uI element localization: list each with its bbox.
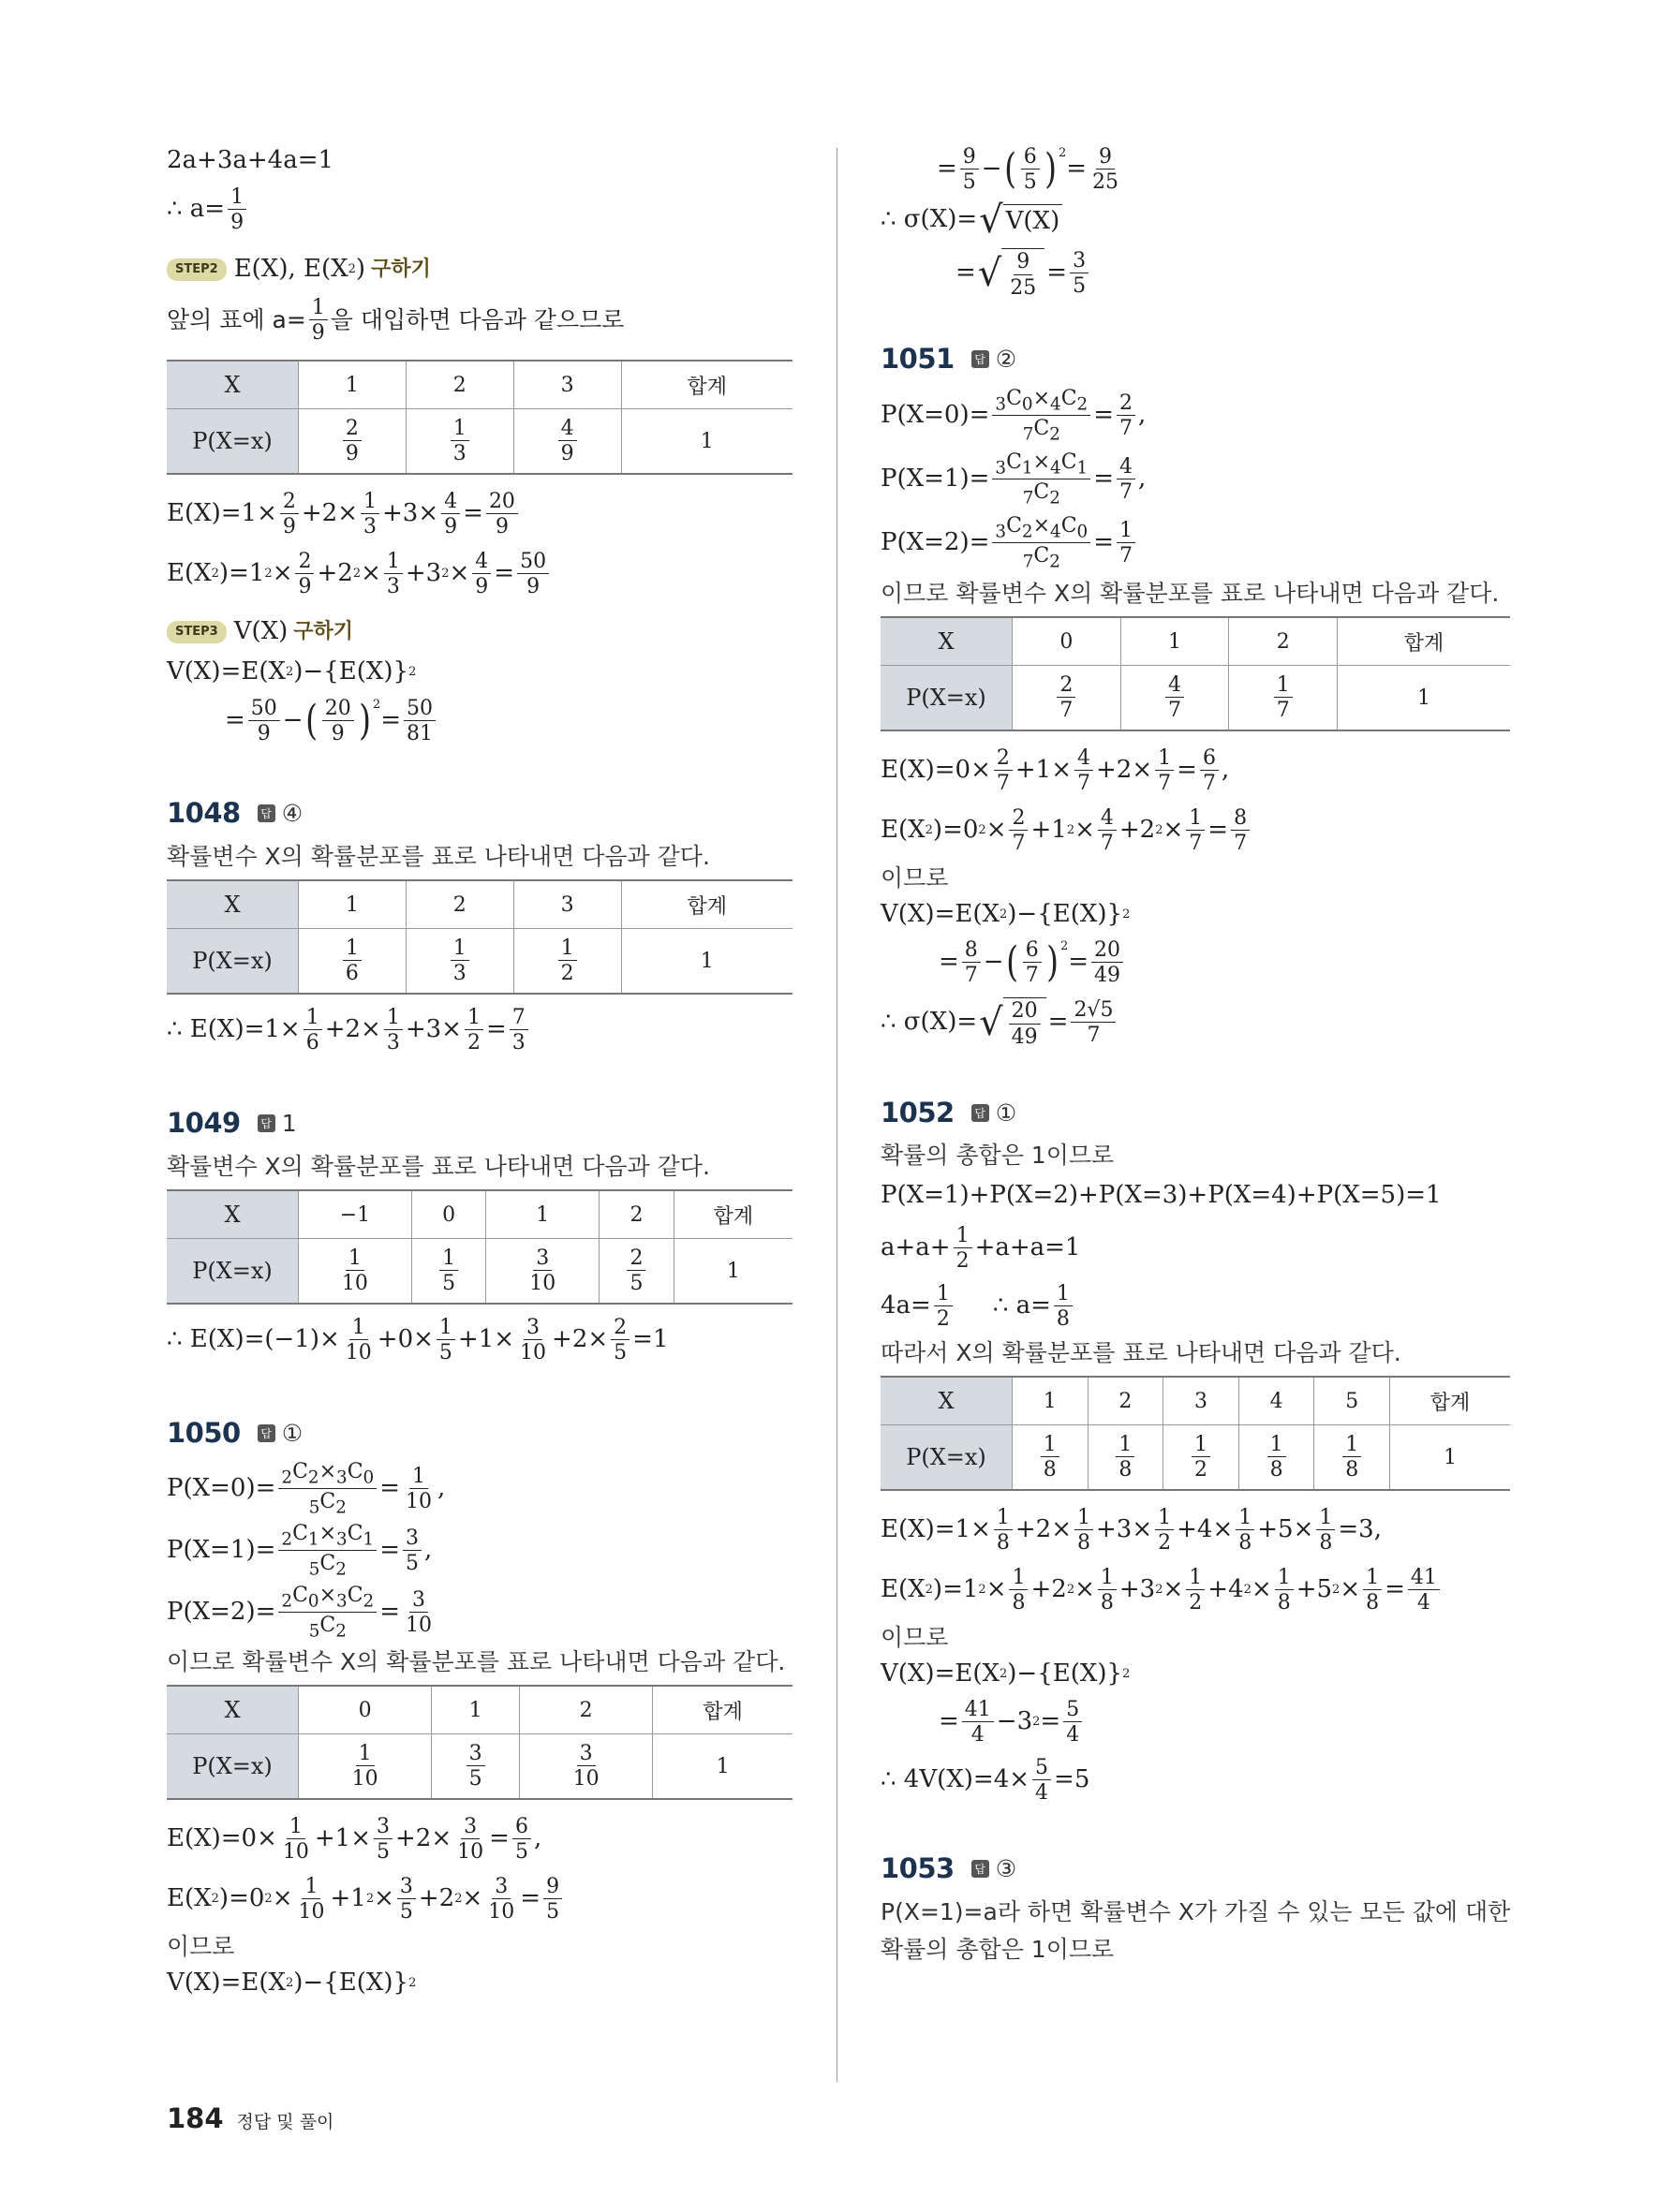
equation-line: P(X=2)= $\frac{_3C_2\times_4C_0}{_7C_2}$ = $\frac{1}{7}$	[881, 511, 1510, 575]
question-1053-header: 1053 답 ③	[881, 1852, 1017, 1884]
left-column	[167, 140, 792, 2002]
question-1048-header: 1048 답 ④	[167, 797, 304, 829]
equation-line: a+a+ $\frac{1}{2}$ +a+a=1	[881, 1223, 1081, 1273]
equation-line: P(X=1)= $\frac{_3C_1\times_4C_1}{_7C_2}$ = $\frac{4}{7}$ ,	[881, 450, 1147, 509]
equation-line: V(X)=E(X 2 )−{E(X)} 2	[167, 657, 417, 686]
text-line: 이므로 확률변수 X의 확률분포를 표로 나타내면 다음과 같다.	[167, 1648, 786, 1675]
text-line: 이므로	[881, 864, 949, 892]
text-line: 확률의 총합은 1이므로	[881, 1936, 1115, 1963]
equation-line: E(X)=1× $\frac{2}{9}$ +2× $\frac{1}{3}$ +3× $\frac{4}{9}$ = $\frac{20}{9}$	[167, 484, 792, 544]
equation-line: P(X=1)= $\frac{_2C_1\times_3C_1}{_5C_2}$ = $\frac{3}{5}$ ,	[167, 1522, 433, 1580]
section-title: 정답 및 풀이	[236, 2112, 334, 2132]
equation-line: ∴ σ(X)= √ V(X)	[881, 199, 1510, 242]
text-line: 확률변수 X의 확률분포를 표로 나타내면 다음과 같다.	[167, 843, 710, 870]
step-badge: STEP2	[167, 258, 227, 281]
question-1052-header: 1052 답 ①	[881, 1097, 1017, 1128]
equation-line: E(X 2 )=0 2 × $\frac{1}{10}$ +1 2 × $\frac{3}{5}$ +2 2 × $\frac{3}{10}$ = $\frac{9}{5}$	[167, 1869, 792, 1929]
equation-line: E(X)=1× $\frac{1}{8}$ +2× $\frac{1}{8}$ +3× $\frac{1}{2}$ +4× $\frac{1}{8}$ +5× $\frac{1}{8}$ =3,	[881, 1505, 1382, 1555]
question-1051-header: 1051 답 ②	[881, 343, 1017, 375]
equation-line: = √ $\frac{9}{25}$ = $\frac{3}{5}$	[881, 242, 1510, 305]
equation-line: P(X=1)+P(X=2)+P(X=3)+P(X=4)+P(X=5)=1	[881, 1181, 1442, 1210]
equation-line: P(X=0)= $\frac{_2C_2\times_3C_0}{_5C_2}$ = $\frac{1}{10}$ ,	[167, 1460, 446, 1518]
distribution-table: X 1 2 3 합계 P(X=x) $\frac{1}{6}$ $\frac{1}{3}$ $\frac{1}{2}$ 1	[167, 879, 792, 995]
equation-line: ∴ E(X)=1× $\frac{1}{6}$ +2× $\frac{1}{3}$ +3× $\frac{1}{2}$ = $\frac{7}{3}$	[167, 1000, 792, 1060]
equation-line: ∴ σ(X)= √ $\frac{20}{49}$ = $\frac{2√5}{7}$	[881, 992, 1510, 1054]
page-number: 184	[167, 2102, 224, 2134]
equation-line: P(X=0)= $\frac{_3C_0\times_4C_2}{_7C_2}$ = $\frac{2}{7}$ ,	[881, 387, 1147, 445]
text-line: 확률의 총합은 1이므로	[881, 1142, 1115, 1169]
answer-icon: 답	[971, 1860, 989, 1878]
equation-line: E(X)=0× $\frac{1}{10}$ +1× $\frac{3}{5}$ +2× $\frac{3}{10}$ = $\frac{6}{5}$ ,	[167, 1814, 542, 1864]
equation-line: E(X)=0× $\frac{2}{7}$ +1× $\frac{4}{7}$ +2× $\frac{1}{7}$ = $\frac{6}{7}$ ,	[881, 745, 1230, 795]
step2-heading: STEP2 E(X), E(X 2 ) 구하기	[167, 245, 792, 294]
equation-line: ∴ 4V(X)=4× $\frac{5}{4}$ =5	[881, 1755, 1090, 1805]
answer-icon: 답	[258, 804, 275, 822]
text-line: 이므로 확률변수 X의 확률분포를 표로 나타내면 다음과 같다.	[881, 580, 1500, 607]
answer-icon: 답	[971, 350, 989, 368]
step-badge: STEP3	[167, 621, 227, 643]
equation-line: V(X)=E(X 2 )−{E(X)} 2	[167, 1969, 417, 1998]
text-line: 확률변수 X의 확률분포를 표로 나타내면 다음과 같다.	[167, 1153, 710, 1180]
page-footer	[167, 2102, 333, 2134]
right-column	[881, 140, 1510, 1969]
text-line: P(X=1)=a라 하면 확률변수 X가 가질 수 있는 모든 값에 대한	[881, 1898, 1511, 1925]
equation-line: E(X 2 )=1 2 × $\frac{2}{9}$ +2 2 × $\frac{1}{3}$ +3 2 × $\frac{4}{9}$ = $\frac{50}{9}$	[167, 544, 792, 604]
text-line: 이므로	[167, 1933, 235, 1960]
question-1049-header: 1049 답 1	[167, 1107, 297, 1139]
distribution-table: X 0 1 2 합계 P(X=x) $\frac{1}{10}$ $\frac{3}{5}$ $\frac{3}{10}$ 1	[167, 1685, 792, 1800]
text-line: 이므로	[881, 1624, 949, 1651]
equation-line: = $\frac{41}{4}$ −3 2 = $\frac{5}{4}$	[881, 1693, 1510, 1751]
equation-line: = $\frac{50}{9}$ − ( $\frac{20}{9}$ ) $^2$ = $\frac{50}{81}$	[167, 692, 792, 750]
equation-line: = $\frac{9}{5}$ − ( $\frac{6}{5}$ ) $^2$ = $\frac{9}{25}$	[937, 144, 1119, 194]
equation-line: V(X)=E(X 2 )−{E(X)} 2	[881, 900, 1131, 929]
equation-line: 4a= $\frac{1}{2}$ ∴ a= $\frac{1}{8}$	[881, 1278, 1510, 1335]
question-1050-header: 1050 답 ①	[167, 1417, 304, 1449]
step3-heading: STEP3 V(X) 구하기	[167, 612, 792, 653]
equation-line: P(X=2)= $\frac{_2C_0\times_3C_2}{_5C_2}$ = $\frac{3}{10}$	[167, 1584, 433, 1642]
text-line: 앞의 표에 a= $\frac{1}{9}$ 을 대입하면 다음과 같으므로	[167, 295, 625, 345]
equation-line: 2a+3a+4a=1	[167, 146, 334, 175]
distribution-table: X −1 0 1 2 합계 P(X=x) $\frac{1}{10}$ $\frac{1}{5}$ $\frac{3}{10}$ $\frac{2}{5}$ 1	[167, 1189, 792, 1305]
equation-line: = $\frac{8}{7}$ − ( $\frac{6}{7}$ ) $^2$ = $\frac{20}{49}$	[881, 934, 1510, 992]
equation-line: ∴ E(X)=(−1)× $\frac{1}{10}$ +0× $\frac{1}{5}$ +1× $\frac{3}{10}$ +2× $\frac{2}{5}$ =1	[167, 1315, 669, 1364]
answer-icon: 답	[258, 1424, 275, 1442]
equation-line: E(X 2 )=0 2 × $\frac{2}{7}$ +1 2 × $\frac{4}{7}$ +2 2 × $\frac{1}{7}$ = $\frac{8}{7}$	[881, 801, 1510, 861]
equation-line: V(X)=E(X 2 )−{E(X)} 2	[881, 1659, 1131, 1688]
equation-line: ∴ a= $\frac{1}{9}$	[167, 182, 792, 238]
equation-line: E(X 2 )=1 2 × $\frac{1}{8}$ +2 2 × $\frac{1}{8}$ +3 2 × $\frac{1}{2}$ +4 2 × $\frac{1}{8}$ +5 2 × $\frac{1}{8}$ = $\frac{41}{4}$	[881, 1560, 1510, 1620]
answer-icon: 답	[258, 1114, 275, 1132]
text-line: 따라서 X의 확률분포를 표로 나타내면 다음과 같다.	[881, 1339, 1401, 1366]
answer-icon: 답	[971, 1104, 989, 1122]
distribution-table: X 0 1 2 합계 P(X=x) $\frac{2}{7}$ $\frac{4}{7}$ $\frac{1}{7}$ 1	[881, 616, 1510, 731]
distribution-table: X 1 2 3 합계 P(X=x) $\frac{2}{9}$ $\frac{1}{3}$ $\frac{4}{9}$ 1	[167, 360, 792, 475]
distribution-table: X 1 2 3 4 5 합계 P(X=x) $\frac{1}{8}$ $\frac{1}{8}$ $\frac{1}{2}$ $\frac{1}{8}$ $\frac{1}{8}$ 1	[881, 1376, 1510, 1491]
